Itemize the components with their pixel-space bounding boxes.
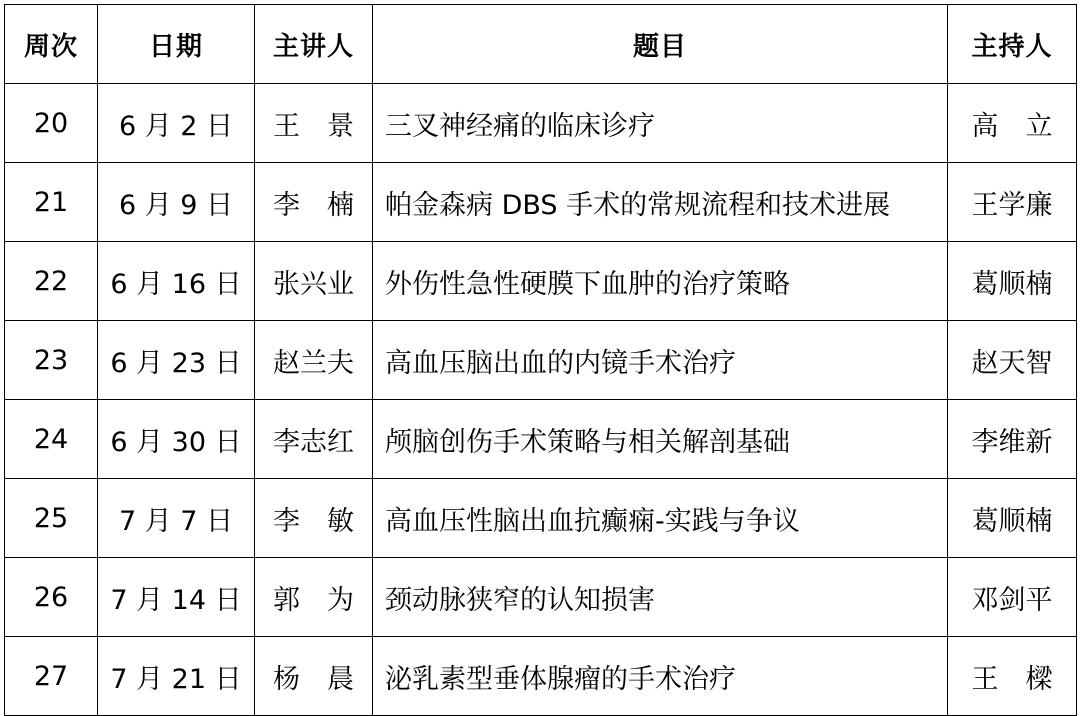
cell-topic: 颈动脉狭窄的认知损害 — [373, 558, 948, 637]
cell-topic: 帕金森病 DBS 手术的常规流程和技术进展 — [373, 163, 948, 242]
table-row — [5, 400, 1077, 479]
cell-speaker: 李 楠 — [255, 163, 373, 242]
table-row — [5, 558, 1077, 637]
cell-host: 邓剑平 — [948, 558, 1077, 637]
cell-host: 王学廉 — [948, 163, 1077, 242]
table-row — [5, 163, 1077, 242]
table-header-row — [5, 5, 1077, 84]
cell-week: 20 — [5, 84, 98, 163]
cell-topic: 颅脑创伤手术策略与相关解剖基础 — [373, 400, 948, 479]
table-row — [5, 637, 1077, 716]
cell-week: 26 — [5, 558, 98, 637]
cell-host: 葛顺楠 — [948, 242, 1077, 321]
cell-topic: 高血压性脑出血抗癫痫-实践与争议 — [373, 479, 948, 558]
cell-date: 7 月 7 日 — [98, 479, 255, 558]
cell-week: 25 — [5, 479, 98, 558]
cell-host: 王 樑 — [948, 637, 1077, 716]
cell-date: 6 月 30 日 — [98, 400, 255, 479]
cell-topic: 高血压脑出血的内镜手术治疗 — [373, 321, 948, 400]
table-row — [5, 479, 1077, 558]
table-row — [5, 321, 1077, 400]
cell-week: 22 — [5, 242, 98, 321]
cell-host: 葛顺楠 — [948, 479, 1077, 558]
header-speaker: 主讲人 — [255, 5, 373, 84]
schedule-table — [4, 4, 1077, 716]
cell-speaker: 李 敏 — [255, 479, 373, 558]
cell-topic: 外伤性急性硬膜下血肿的治疗策略 — [373, 242, 948, 321]
cell-speaker: 李志红 — [255, 400, 373, 479]
cell-speaker: 郭 为 — [255, 558, 373, 637]
header-date: 日期 — [98, 5, 255, 84]
cell-topic: 三叉神经痛的临床诊疗 — [373, 84, 948, 163]
cell-speaker: 王 景 — [255, 84, 373, 163]
table-row — [5, 242, 1077, 321]
cell-date: 7 月 21 日 — [98, 637, 255, 716]
cell-week: 21 — [5, 163, 98, 242]
cell-host: 赵天智 — [948, 321, 1077, 400]
cell-date: 6 月 23 日 — [98, 321, 255, 400]
cell-host: 高 立 — [948, 84, 1077, 163]
header-week: 周次 — [5, 5, 98, 84]
cell-week: 24 — [5, 400, 98, 479]
cell-week: 23 — [5, 321, 98, 400]
cell-week: 27 — [5, 637, 98, 716]
table-row — [5, 84, 1077, 163]
cell-speaker: 赵兰夫 — [255, 321, 373, 400]
cell-host: 李维新 — [948, 400, 1077, 479]
cell-speaker: 张兴业 — [255, 242, 373, 321]
cell-date: 6 月 16 日 — [98, 242, 255, 321]
cell-date: 7 月 14 日 — [98, 558, 255, 637]
header-topic: 题目 — [373, 5, 948, 84]
header-host: 主持人 — [948, 5, 1077, 84]
cell-topic: 泌乳素型垂体腺瘤的手术治疗 — [373, 637, 948, 716]
cell-speaker: 杨 晨 — [255, 637, 373, 716]
cell-date: 6 月 9 日 — [98, 163, 255, 242]
cell-date: 6 月 2 日 — [98, 84, 255, 163]
